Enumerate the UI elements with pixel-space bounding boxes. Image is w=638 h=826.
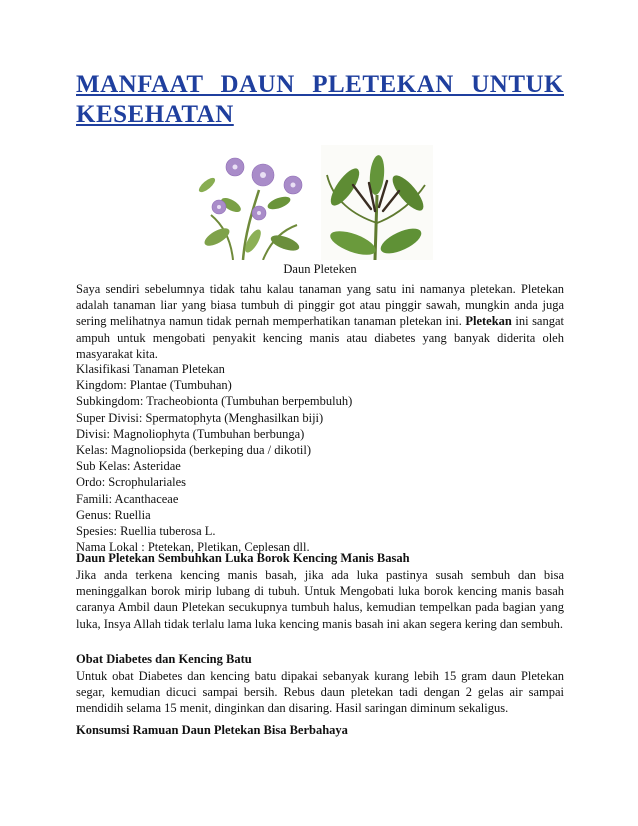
- classification-item: Subkingdom: Tracheobionta (Tumbuhan berpembuluh): [76, 394, 353, 409]
- intro-bold-term: Pletekan: [465, 314, 512, 329]
- classification-heading: Klasifikasi Tanaman Pletekan: [76, 362, 225, 376]
- section-heading-luka-borok: Daun Pletekan Sembuhkan Luka Borok Kencing Manis Basah: [76, 551, 410, 565]
- intro-text-start: Saya sendiri sebelumnya tidak tahu kalau tanaman yang satu ini namanya pletekan. Pletekan adalah tanaman liar yang biasa tumbuh di pinggir got atau pinggir sawah, mungkin anda juga sering melihatnya namun tidak pernah memperhatikan tanaman pletekan ini.: [76, 282, 564, 329]
- classification-item: Genus: Ruellia: [76, 507, 151, 522]
- figure-caption: Daun Pleteken: [283, 262, 357, 276]
- classification-item: Super Divisi: Spermatophyta (Menghasilkan biji): [76, 410, 324, 425]
- plant-illustration: [193, 145, 433, 260]
- section-body-luka-borok: Jika anda terkena kencing manis basah, jika ada luka pastinya susah sembuh dan bisa meninggalkan borok mirip lubang di tubuh. Untuk Mengobati luka borok kencing manis basah caranya Ambil daun Pletekan secukupnya tumbuh halus, kemudian tempelkan pada bagian yang luka, Insya Allah tidak terlalu lama luka kencing manis basah ini akan segera kering dan sembuh.: [76, 568, 564, 631]
- classification-item: Spesies: Ruellia tuberosa L.: [76, 524, 216, 539]
- section-heading-diabetes: Obat Diabetes dan Kencing Batu: [76, 652, 252, 666]
- classification-list: [76, 361, 564, 555]
- intro-paragraph: [76, 281, 564, 362]
- classification-item: Ordo: Scrophulariales: [76, 475, 187, 490]
- classification-item: Nama Lokal : Ptetekan, Pletikan, Ceplesan dll.: [76, 540, 310, 555]
- classification-item: Kingdom: Plantae (Tumbuhan): [76, 378, 232, 393]
- classification-item: Famili: Acanthaceae: [76, 491, 179, 506]
- classification-item: Divisi: Magnoliophyta (Tumbuhan berbunga): [76, 426, 305, 441]
- section-body-diabetes: Untuk obat Diabetes dan kencing batu dipakai sebanyak kurang lebih 15 gram daun Pletekan segar, kemudian dicuci sampai bersih. Rebus daun pletekan tadi dengan 2 gelas air sampai mendidih selama 15 menit, dinginkan dan disaring. Hasil saringan diminum sekaligus.: [76, 669, 564, 716]
- section-heading-konsumsi: Konsumsi Ramuan Daun Pletekan Bisa Berbahaya: [76, 723, 348, 737]
- page-title: MANFAAT DAUN PLETEKAN UNTUK KESEHATAN: [76, 71, 564, 128]
- classification-item: Sub Kelas: Asteridae: [76, 459, 181, 474]
- intro-text-end: ini sangat ampuh untuk mengobati penyakit kencing manis atau diabetes yang banyak diderita oleh masyarakat kita.: [76, 314, 564, 361]
- seed-pod-plant-image: [321, 145, 433, 260]
- plant-photo: [193, 145, 433, 260]
- classification-item: Kelas: Magnoliopsida (berkeping dua / dikotil): [76, 443, 312, 458]
